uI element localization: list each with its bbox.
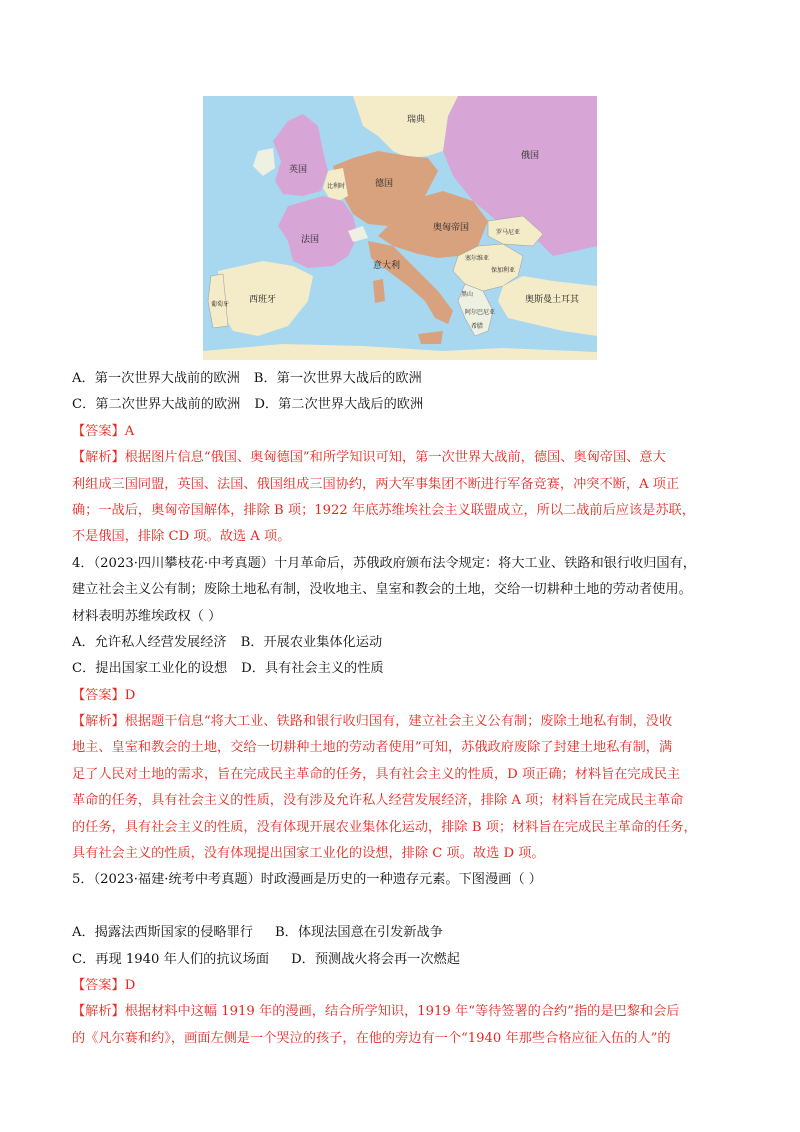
label-germany: 德国 <box>375 179 394 189</box>
q5-analysis-line: 【解析】根据材料中这幅 1919 年的漫画，结合所学知识，1919 年“等待签署的合约”指的是巴黎和会后 <box>72 1004 680 1020</box>
q4-option-a[interactable]: A．允许私人经营发展经济 <box>72 634 227 650</box>
label-albania: 阿尔巴尼亚 <box>465 309 496 316</box>
q4-option-d[interactable]: D．具有社会主义的性质 <box>241 661 384 677</box>
q3-analysis-line: 利组成三国同盟，英国、法国、俄国组成三国协约，两大军事集团不断进行军备竞赛，冲突不断，A 项正 <box>72 476 680 492</box>
q5-image-placeholder <box>72 894 732 920</box>
label-italy: 意大利 <box>373 261 401 271</box>
label-serbia: 塞尔维亚 <box>465 255 490 262</box>
q3-options-row-2 <box>72 392 732 418</box>
q5-options-row-2 <box>72 947 732 973</box>
q4-analysis-line: 具有社会主义的性质，没有体现提出国家工业化的设想，排除 C 项。故选 D 项。 <box>72 846 545 862</box>
q5-answer: 【答案】D <box>72 977 136 993</box>
q4-option-b[interactable]: B．开展农业集体化运动 <box>240 634 383 650</box>
label-spain: 西班牙 <box>249 295 277 305</box>
label-greece: 希腊 <box>471 323 484 330</box>
label-france: 法国 <box>301 235 320 245</box>
q4-analysis-line: 革命的任务，具有社会主义的性质，没有涉及允许私人经营发展经济，排除 A 项；材料旨在完成民主革命 <box>72 793 684 809</box>
q5-options-row-1 <box>72 920 732 946</box>
q3-analysis-line: 不是俄国，排除 CD 项。故选 A 项。 <box>72 529 291 545</box>
q5-analysis-line: 的《凡尔赛和约》，画面左侧是一个哭泣的孩子，在他的旁边有一个“1940 年那些合格应征入伍的人”的 <box>72 1030 671 1046</box>
europe-map-svg <box>203 96 597 360</box>
sardinia-region <box>373 279 385 303</box>
label-russia: 俄国 <box>521 151 540 161</box>
question-content <box>72 366 732 1052</box>
q4-option-c[interactable]: C．提出国家工业化的设想 <box>72 661 228 677</box>
q3-option-b[interactable]: B．第一次世界大战后的欧洲 <box>253 371 422 386</box>
q3-option-c[interactable]: C．第二次世界大战前的欧洲 <box>72 397 241 413</box>
q5-option-d[interactable]: D．预测战火将会再一次燃起 <box>291 951 460 967</box>
q3-answer: 【答案】A <box>72 423 135 439</box>
q3-option-d[interactable]: D．第二次世界大战后的欧洲 <box>254 397 424 413</box>
q5-option-a[interactable]: A．揭露法西斯国家的侵略罪行 <box>72 925 253 941</box>
label-belgium: 比利时 <box>327 183 346 190</box>
q4-stem-line: 材料表明苏维埃政权（ ） <box>72 608 222 624</box>
label-austria-hungary: 奥匈帝国 <box>433 223 470 233</box>
label-montenegro: 黑山 <box>461 291 474 298</box>
q4-answer: 【答案】D <box>72 687 136 703</box>
q3-analysis-line: 确；一战后，奥匈帝国解体，排除 B 项；1922 年底苏维埃社会主义联盟成立，所以二战前后应该是苏联， <box>72 502 695 518</box>
europe-map <box>203 96 597 360</box>
q4-options-row-2 <box>72 656 732 682</box>
q5-stem: 5．（2023·福建·统考中考真题）时政漫画是历史的一种遗存元素。下图漫画（ ） <box>72 872 542 888</box>
q4-analysis-line: 【解析】根据题干信息“将大工业、铁路和银行收归国有，建立社会主义公有制；废除土地私有制，没收 <box>72 714 673 730</box>
q5-option-b[interactable]: B．体现法国意在引发新战争 <box>274 925 443 941</box>
label-ottoman: 奥斯曼土耳其 <box>525 295 580 305</box>
q4-stem-line: 4．（2023·四川攀枝花·中考真题）十月革命后，苏俄政府颁布法令规定：将大工业、铁路和银行收归国有， <box>72 555 696 571</box>
q3-option-a[interactable]: A．第一次世界大战前的欧洲 <box>72 371 240 386</box>
label-bulgaria: 保加利亚 <box>491 267 516 274</box>
label-sweden: 瑞典 <box>407 115 426 125</box>
label-romania: 罗马尼亚 <box>496 229 521 236</box>
q4-analysis-line: 地主、皇室和教会的土地，交给一切耕种土地的劳动者使用”可知，苏俄政府废除了封建土地私有制，满 <box>72 740 673 756</box>
q4-analysis-line: 的任务，具有社会主义的性质，没有体现开展农业集体化运动，排除 B 项；材料旨在完成民主革命的任务， <box>72 819 697 835</box>
q3-analysis-line: 【解析】根据图片信息“俄国、奥匈德国”和所学知识可知，第一次世界大战前，德国、奥匈帝国、意大 <box>72 450 666 466</box>
q4-options-row-1 <box>72 630 732 656</box>
q4-stem-line: 建立社会主义公有制；废除土地私有制，没收地主、皇室和教会的土地，交给一切耕种土地的劳动者使用。 <box>72 582 692 598</box>
q5-option-c[interactable]: C．再现 1940 年人们的抗议场面 <box>72 951 270 967</box>
label-portugal: 葡萄牙 <box>211 301 230 308</box>
q3-options-row-1 <box>72 366 732 392</box>
label-britain: 英国 <box>289 165 308 175</box>
q4-analysis-line: 足了人民对土地的需求，旨在完成民主革命的任务，具有社会主义的性质，D 项正确；材料旨在完成民主 <box>72 766 681 782</box>
